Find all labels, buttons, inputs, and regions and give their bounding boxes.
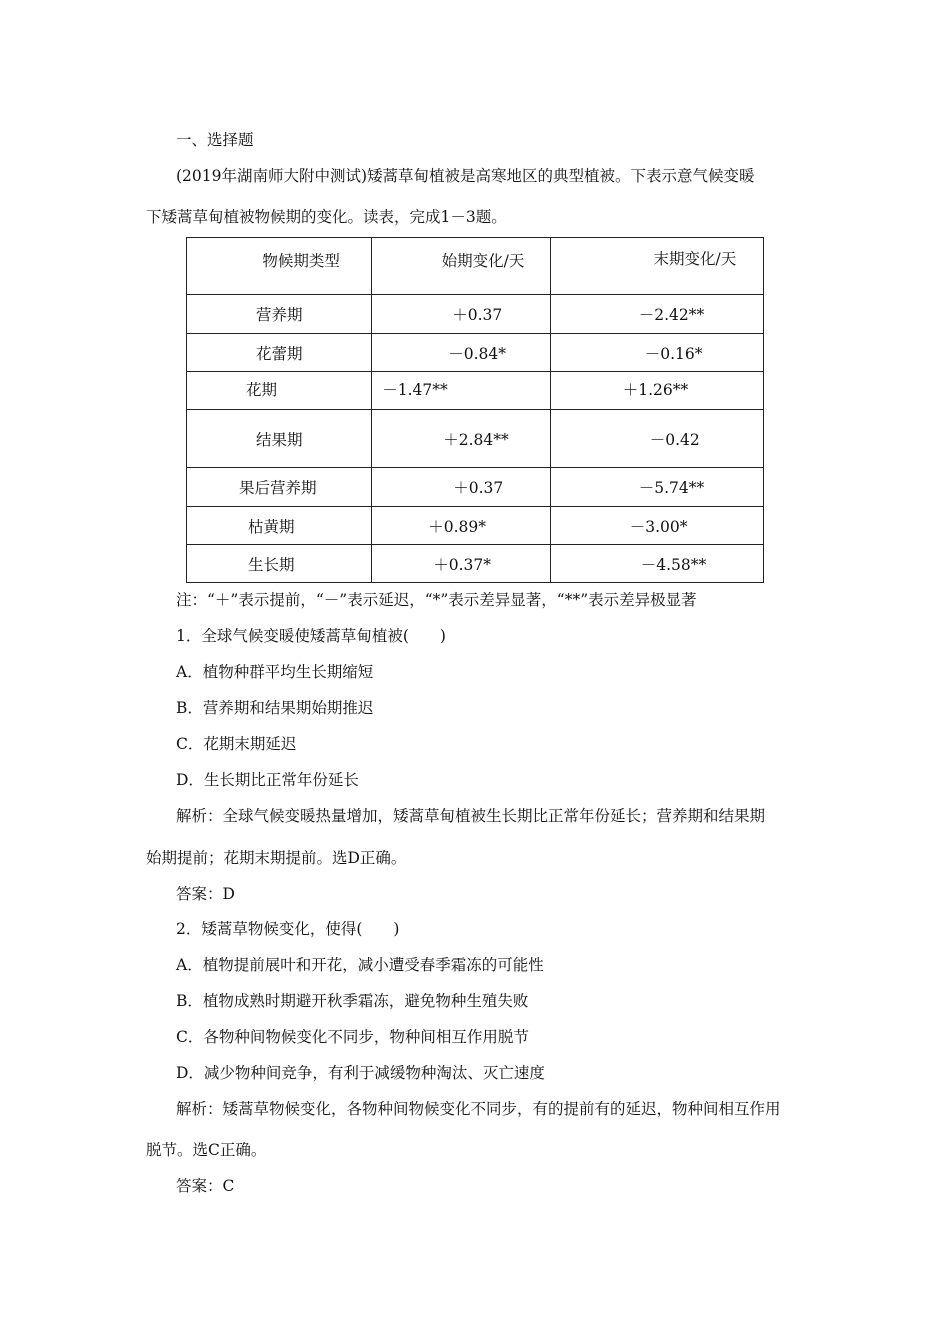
table-row: [187, 372, 764, 410]
table-row: [187, 295, 764, 334]
question-2-option-b: B．植物成熟时期避开秋季霜冻，避免物种生殖失败: [176, 992, 529, 1010]
row-end: －0.42: [649, 430, 700, 449]
question-2-analysis-1: 解析：矮蒿草物候变化，各物种间物候变化不同步，有的提前有的延迟，物种间相互作用: [176, 1100, 781, 1118]
table-row: [187, 507, 764, 545]
question-1-option-d: D．生长期比正常年份延长: [176, 771, 359, 789]
header-type: 物候期类型: [262, 252, 340, 270]
phenology-table: [186, 237, 764, 583]
question-2-stem: 2．矮蒿草物候变化，使得( ): [176, 920, 400, 938]
question-2-option-c: C．各物种间物候变化不同步，物种间相互作用脱节: [176, 1028, 529, 1046]
row-start: －1.47**: [382, 380, 448, 399]
row-type: 果后营养期: [239, 479, 317, 497]
row-start: －0.84*: [448, 344, 507, 363]
row-start: ＋0.37*: [433, 555, 492, 574]
row-start: ＋2.84**: [443, 430, 509, 449]
row-start: ＋0.37: [452, 306, 503, 324]
question-1-answer: 答案：D: [176, 885, 235, 903]
intro-line-1: (2019年湖南师大附中测试)矮蒿草甸植被是高寒地区的典型植被。下表示意气候变暖: [176, 167, 755, 185]
question-1-analysis-1: 解析：全球气候变暖热量增加，矮蒿草甸植被生长期比正常年份延长；营养期和结果期: [176, 807, 766, 825]
row-type: 枯黄期: [248, 517, 295, 536]
section-title: 一、选择题: [176, 131, 254, 149]
row-start: ＋0.89*: [428, 517, 487, 536]
table-header-row: [187, 238, 764, 295]
row-type: 花蕾期: [256, 344, 303, 363]
row-end: －0.16*: [644, 344, 703, 363]
table-row: [187, 545, 764, 583]
question-2-analysis-2: 脱节。选C正确。: [146, 1141, 267, 1159]
row-end: －3.00*: [629, 517, 688, 536]
question-1-analysis-2: 始期提前；花期末期提前。选D正确。: [146, 849, 407, 867]
question-1-option-a: A．植物种群平均生长期缩短: [176, 663, 374, 681]
intro-line-2: 下矮蒿草甸植被物候期的变化。读表，完成1－3题。: [146, 208, 507, 226]
table-note: 注：“＋”表示提前，“－”表示延迟，“*”表示差异显著，“**”表示差异极显著: [176, 591, 697, 609]
question-1-option-c: C．花期末期延迟: [176, 735, 297, 753]
row-type: 生长期: [248, 555, 295, 574]
question-2-option-a: A．植物提前展叶和开花，减小遭受春季霜冻的可能性: [176, 956, 544, 974]
question-2-answer: 答案：C: [176, 1177, 235, 1195]
row-end: －5.74**: [638, 479, 705, 497]
question-1-option-b: B．营养期和结果期始期推迟: [176, 699, 374, 717]
header-end-change: 末期变化/天: [653, 250, 737, 268]
row-end: －4.58**: [640, 555, 707, 574]
question-2-option-d: D．减少物种间竞争，有利于减缓物种淘汰、灭亡速度: [176, 1064, 545, 1082]
row-type: 花期: [246, 380, 278, 399]
table-row: [187, 334, 764, 372]
table-row: [187, 410, 764, 468]
row-type: 营养期: [256, 306, 303, 324]
row-start: ＋0.37: [453, 479, 504, 497]
table-row: [187, 468, 764, 507]
row-end: ＋1.26**: [622, 380, 689, 399]
row-type: 结果期: [256, 430, 303, 449]
header-start-change: 始期变化/天: [441, 252, 525, 270]
question-1-stem: 1．全球气候变暖使矮蒿草甸植被( ): [176, 627, 446, 645]
row-end: －2.42**: [638, 306, 705, 324]
